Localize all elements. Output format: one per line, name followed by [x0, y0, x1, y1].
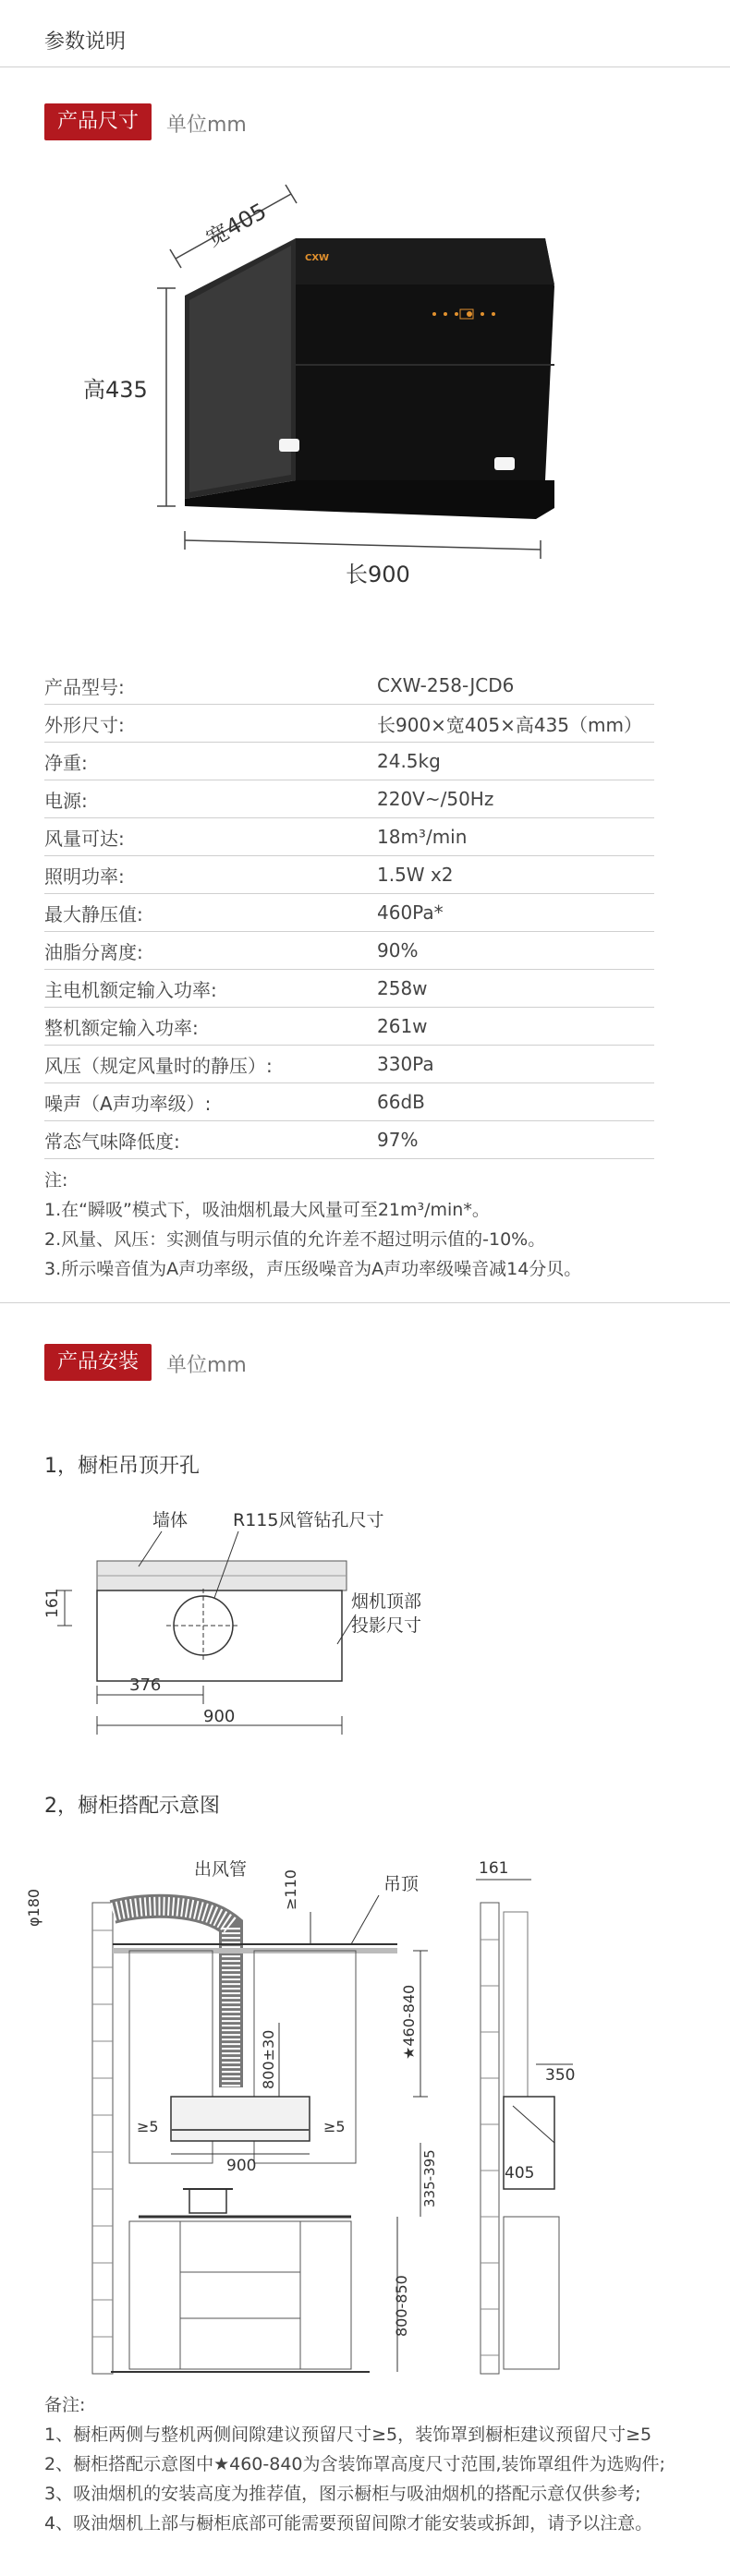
spec-row: [44, 780, 654, 818]
size-section-tag: 产品尺寸: [44, 103, 152, 140]
spec-value: 1.5W x2: [377, 856, 654, 894]
spec-notes: [44, 1166, 581, 1284]
spec-row: [44, 743, 654, 780]
spec-row: [44, 818, 654, 856]
spec-value: 460Pa*: [377, 894, 654, 932]
spec-label: 产品型号:: [44, 667, 377, 705]
w900-label: 900: [226, 2157, 257, 2175]
spec-row: [44, 1121, 654, 1159]
diagram2-caption: 2，橱柜搭配示意图: [44, 1795, 220, 1818]
spec-row: [44, 667, 654, 705]
s405-label: 405: [505, 2164, 535, 2183]
spec-row: [44, 894, 654, 932]
spec-value: 330Pa: [377, 1046, 654, 1083]
spec-label: 常态气味降低度:: [44, 1121, 377, 1159]
duct-pipe: [113, 1906, 231, 2087]
lower-cabinet: [129, 2221, 351, 2369]
wall-left: [92, 1903, 113, 2374]
spec-row: [44, 970, 654, 1008]
install-section-tag: 产品安装: [44, 1344, 152, 1381]
spec-notes-title: 注:: [44, 1170, 68, 1191]
remarks: [44, 2390, 665, 2538]
brand-logo: CXW: [305, 253, 330, 263]
ge5-right-label: ≥5: [323, 2118, 346, 2135]
spec-label: 油脂分离度:: [44, 932, 377, 970]
spec-label: 主电机额定输入功率:: [44, 970, 377, 1008]
diagram1-caption: 1，橱柜吊顶开孔: [44, 1455, 200, 1478]
spec-label: 风量可达:: [44, 818, 377, 856]
spec-row: [44, 1083, 654, 1121]
right-light: [494, 457, 515, 470]
phi180-label: φ180: [25, 1888, 43, 1927]
spec-value: 66dB: [377, 1083, 654, 1121]
spec-label: 照明功率:: [44, 856, 377, 894]
dim-900: 900: [203, 1707, 236, 1726]
width-label: 宽405: [201, 198, 272, 252]
product-dimension-figure: [0, 175, 730, 600]
ge5-left-label: ≥5: [137, 2118, 159, 2135]
spec-value: 97%: [377, 1121, 654, 1159]
wall-label: 墙体: [152, 1510, 189, 1530]
dim-376: 376: [129, 1675, 162, 1695]
dim-161: 161: [43, 1588, 62, 1618]
spec-note-line: 1.在“瞬吸”模式下，吸油烟机最大风量可至21m³/min*。: [44, 1200, 490, 1220]
spec-value: 90%: [377, 932, 654, 970]
s350-label: 350: [545, 2066, 576, 2085]
spec-label: 最大静压值:: [44, 894, 377, 932]
spec-value: 261w: [377, 1008, 654, 1046]
specs-table: [44, 667, 654, 1159]
projection-label-line1: 烟机顶部: [351, 1591, 422, 1612]
h460-840-label: ★460-840: [400, 1984, 418, 2060]
install-section-unit: 单位mm: [166, 1354, 247, 1377]
spec-label: 外形尺寸:: [44, 705, 377, 743]
hood-front: [171, 2097, 310, 2141]
spec-note-line: 2.风量、风压：实测值与明示值的允许差不超过明示值的-10%。: [44, 1229, 546, 1250]
spec-label: 净重:: [44, 743, 377, 780]
spec-row: [44, 1008, 654, 1046]
remark-line: 4、吸油烟机上部与橱柜底部可能需要预留间隙才能安装或拆卸，请予以注意。: [44, 2513, 653, 2534]
ceiling-hole-diagram: [0, 1487, 730, 1746]
duct-label: 出风管: [194, 1859, 248, 1880]
spec-value: 长900×宽405×高435（mm）: [377, 705, 654, 743]
spec-value: 220V~/50Hz: [377, 780, 654, 818]
remark-line: 1、橱柜两侧与整机两侧间隙建议预留尺寸≥5，装饰罩到橱柜建议预留尺寸≥5: [44, 2425, 652, 2445]
remarks-title: 备注:: [44, 2395, 86, 2415]
remark-line: 3、吸油烟机的安装高度为推荐值，图示橱柜与吸油烟机的搭配示意仅供参考;: [44, 2484, 641, 2504]
length-label: 长900: [346, 562, 410, 587]
spec-row: [44, 1046, 654, 1083]
height-label: 高435: [83, 377, 148, 403]
h800-label: 800±30: [260, 2029, 277, 2089]
side-duct: [504, 1912, 528, 2097]
spec-value: CXW-258-JCD6: [377, 667, 654, 705]
spec-row: [44, 705, 654, 743]
projection-label-line2: 投影尺寸: [351, 1615, 422, 1636]
spec-value: 258w: [377, 970, 654, 1008]
spec-label: 噪声（A声功率级）:: [44, 1083, 377, 1121]
ceiling-label: 吊顶: [383, 1874, 420, 1894]
section-divider: [0, 1302, 730, 1303]
spec-label: 整机额定输入功率:: [44, 1008, 377, 1046]
hole-label: R115风管钻孔尺寸: [233, 1510, 384, 1530]
pot: [189, 2189, 226, 2213]
spec-row: [44, 856, 654, 894]
h335-395-label: 335-395: [421, 2149, 438, 2207]
page-title: 参数说明: [44, 30, 127, 54]
size-section-unit: 单位mm: [166, 114, 247, 137]
wall-right-side: [481, 1903, 499, 2374]
spec-label: 风压（规定风量时的静压）:: [44, 1046, 377, 1083]
h800-850-label: 800-850: [393, 2275, 410, 2337]
left-light: [279, 439, 299, 452]
cabinet-layout-diagram: [0, 1838, 730, 2383]
spec-row: [44, 932, 654, 970]
length-dim-line: [185, 540, 541, 550]
spec-note-line: 3.所示噪音值为A声功率级，声压级噪音为A声功率级噪音减14分贝。: [44, 1259, 582, 1279]
spec-label: 电源:: [44, 780, 377, 818]
spec-value: 18m³/min: [377, 818, 654, 856]
s161-label: 161: [479, 1859, 509, 1878]
ge110-label: ≥110: [282, 1869, 299, 1910]
spec-value: 24.5kg: [377, 743, 654, 780]
remark-line: 2、橱柜搭配示意图中★460-840为含装饰罩高度尺寸范围,装饰罩组件为选购件;: [44, 2454, 665, 2474]
